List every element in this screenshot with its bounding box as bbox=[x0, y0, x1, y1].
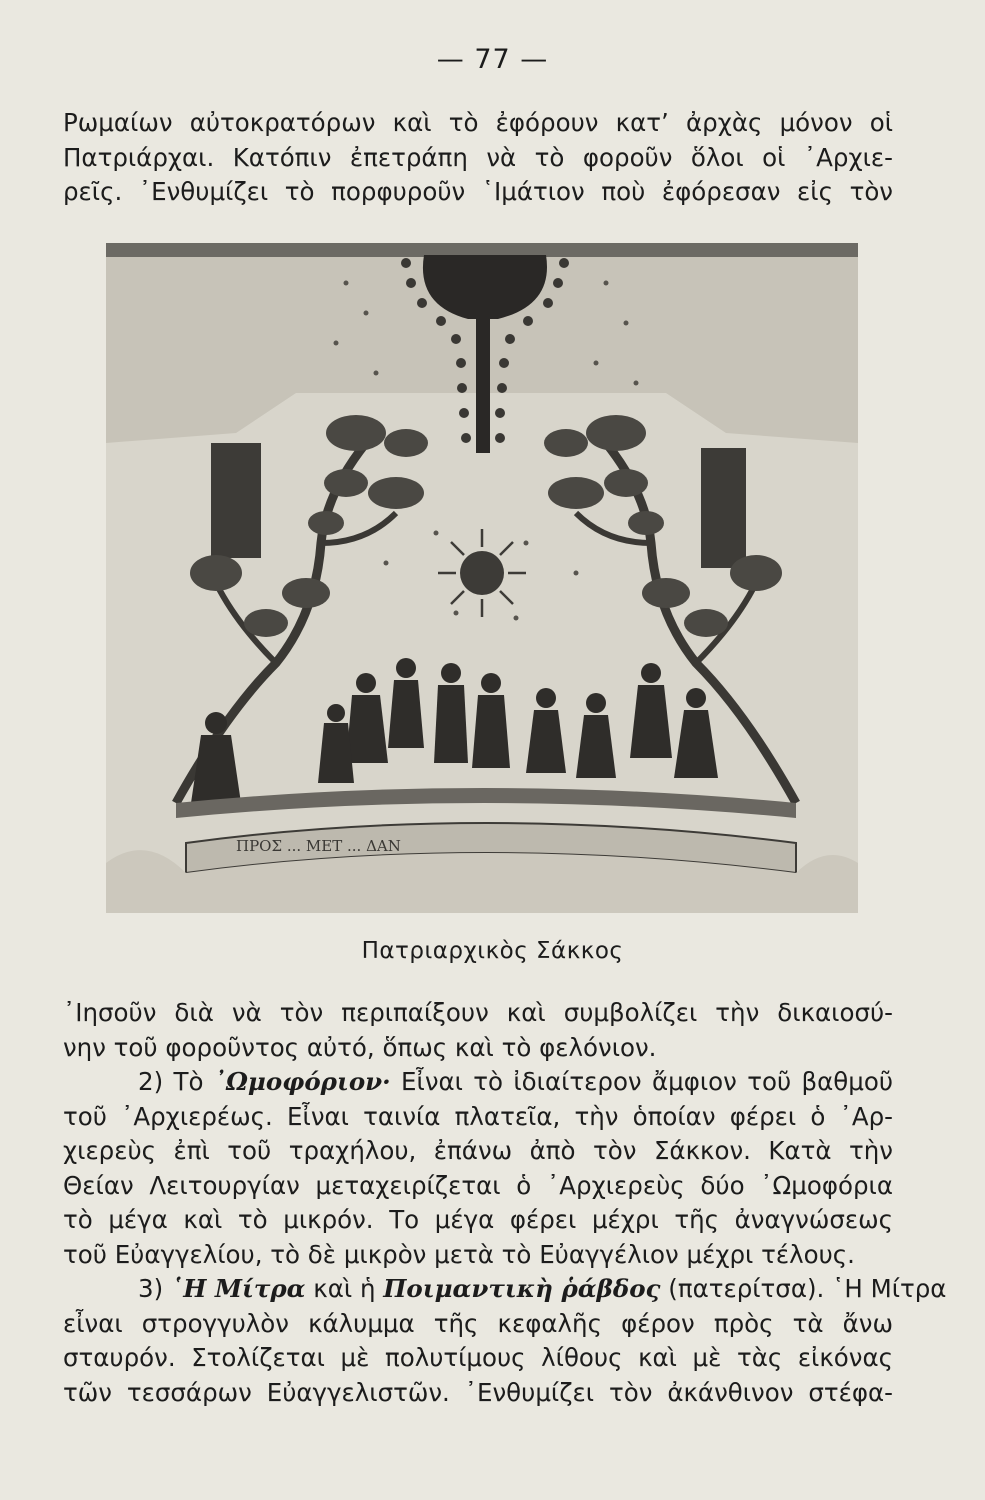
bottom-paragraphs bbox=[63, 996, 947, 1410]
text-line bbox=[63, 1272, 947, 1307]
page-number: — 77 — bbox=[436, 44, 549, 75]
text-line: τοῦ Εὐαγγελίου, τὸ δὲ μικρὸν μετὰ τὸ Εὐαγγέλιον μέχρι τέλους. bbox=[63, 1239, 855, 1269]
text-line: τὸ μέγα καὶ τὸ μικρόν. Το μέγα φέρει μέχρι τῆς ἀναγνώσεως bbox=[63, 1205, 893, 1234]
text-line: σταυρόν. Στολίζεται μὲ πολυτίμους λίθους καὶ μὲ τὰς εἰκόνας bbox=[63, 1343, 893, 1372]
figure-caption: Πατριαρχικὸς Σάκκος bbox=[361, 938, 624, 964]
term-mitra: ῾Η Μίτρα bbox=[170, 1274, 306, 1303]
text-line: Πατριάρχαι. Κατόπιν ἐπετράπη νὰ τὸ φοροῦν ὅλοι οἱ ᾿Αρχιε- bbox=[63, 142, 893, 172]
text-line: Θείαν Λειτουργίαν μεταχειρίζεται ὁ ᾿Αρχιερεὺς δύο ᾿Ωμοφόρια bbox=[63, 1170, 893, 1200]
text-line: νην τοῦ φοροῦντος αὐτό, ὅπως καὶ τὸ φελόνιον. bbox=[63, 1032, 657, 1062]
text-line: χιερεὺς ἐπὶ τοῦ τραχήλου, ἐπάνω ἀπὸ τὸν Σάκκον. Κατὰ τὴν bbox=[63, 1136, 893, 1165]
term-pastoral-staff: Ποιμαντικὴ ῥάβδος bbox=[383, 1274, 661, 1303]
text-line: εἶναι στρογγυλὸν κάλυμμα τῆς κεφαλῆς φέρον πρὸς τὰ ἄνω bbox=[63, 1308, 893, 1338]
text-fragment: Εἶναι τὸ ἰδιαίτερον ἄμφιον τοῦ βαθμοῦ bbox=[390, 1067, 893, 1096]
list-number: 2) Τὸ bbox=[138, 1067, 214, 1096]
text-line: Ρωμαίων αὐτοκρατόρων καὶ τὸ ἐφόρουν κατ’ ἀρχὰς μόνον οἱ bbox=[63, 108, 893, 137]
patriarchal-sakkos-illustration bbox=[106, 243, 858, 913]
text-fragment: καὶ ἡ bbox=[305, 1274, 384, 1303]
text-line bbox=[63, 1065, 893, 1100]
text-line: ᾿Ιησοῦν διὰ νὰ τὸν περιπαίξουν καὶ συμβολίζει τὴν δικαιοσύ- bbox=[63, 998, 893, 1027]
text-fragment: (πατερίτσα). ῾Η Μίτρα bbox=[660, 1274, 947, 1303]
text-line: τοῦ ᾿Αρχιερέως. Εἶναι ταινία πλατεῖα, τὴν ὁποίαν φέρει ὁ ᾿Αρ- bbox=[63, 1101, 893, 1131]
text-line: τῶν τεσσάρων Εὐαγγελιστῶν. ᾿Ενθυμίζει τὸν ἀκάνθινον στέφα- bbox=[63, 1377, 893, 1407]
border-inscription: ΠΡΟΣ ... ΜΕΤ ... ΔΑΝ bbox=[236, 837, 401, 855]
term-omophorion: ᾿Ωμοφόριον· bbox=[213, 1067, 391, 1096]
top-paragraph bbox=[63, 106, 893, 210]
list-number: 3) bbox=[138, 1274, 171, 1303]
text-line: ρεῖς. ᾿Ενθυμίζει τὸ πορφυροῦν ῾Ιμάτιον ποὺ ἐφόρεσαν εἰς τὸν bbox=[63, 177, 893, 206]
